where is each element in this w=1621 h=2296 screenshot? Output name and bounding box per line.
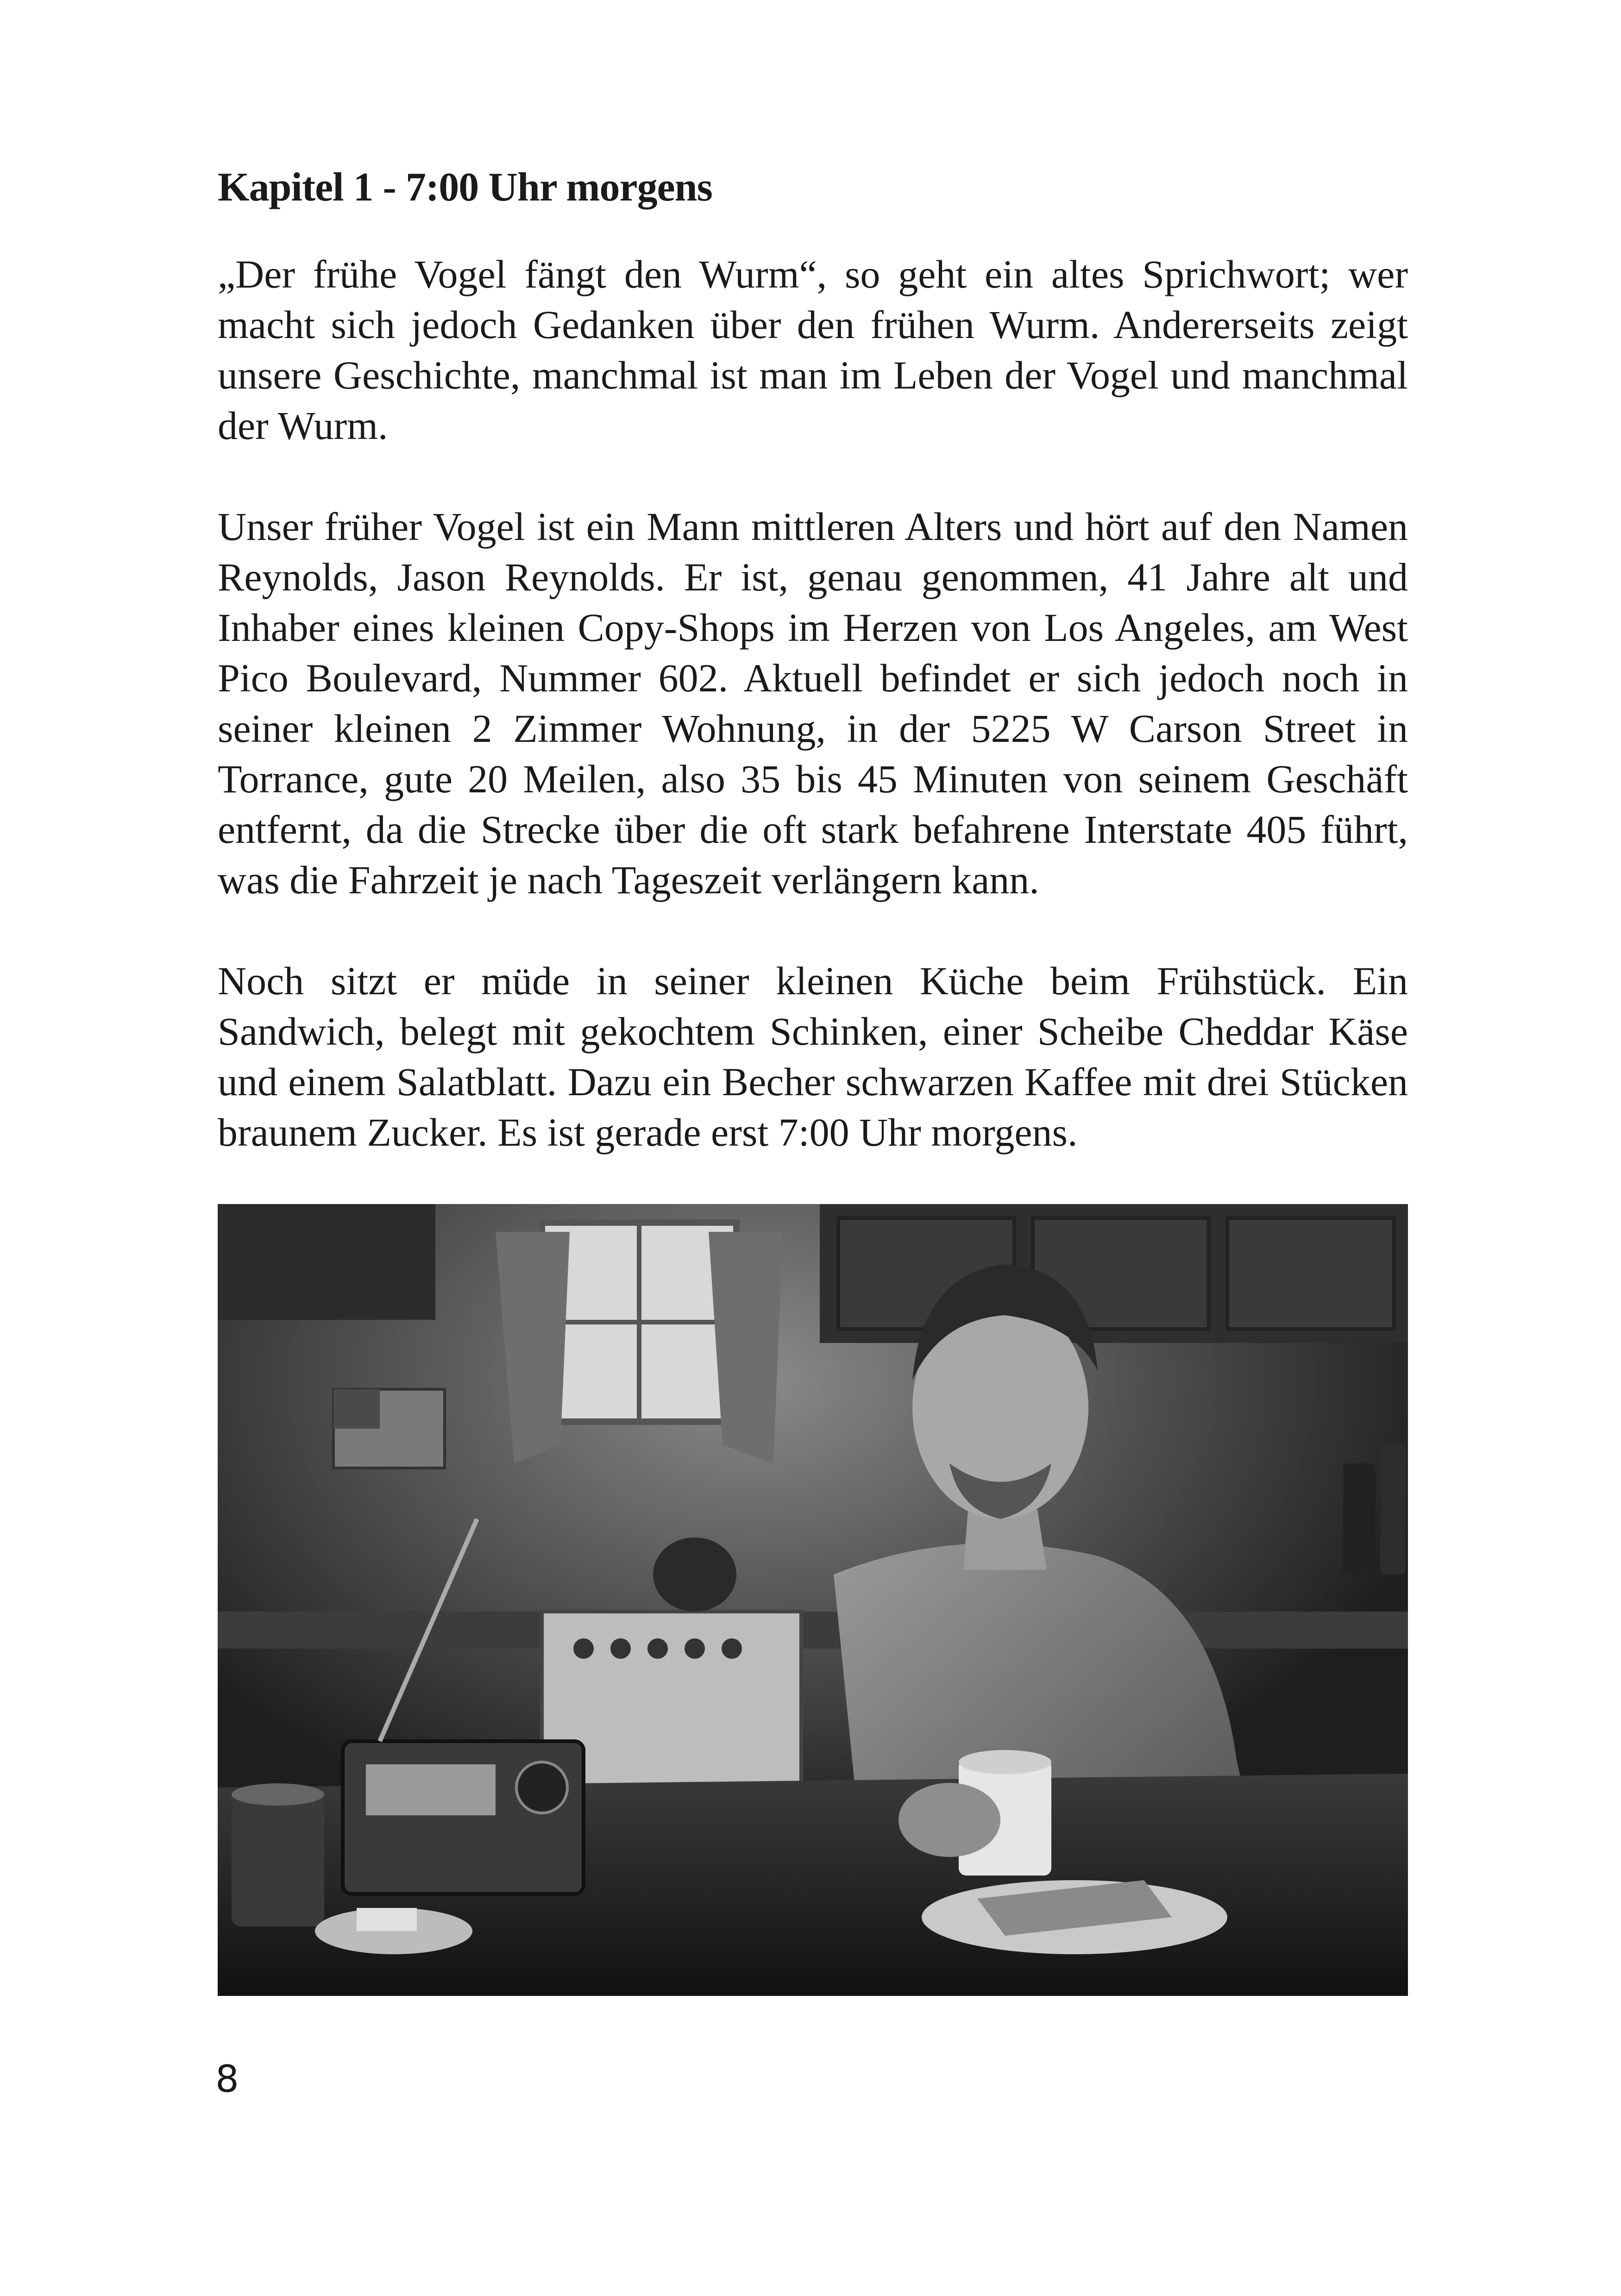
man-hand [898,1783,1000,1857]
jam-jar [232,1792,324,1926]
page-number: 8 [215,2058,239,2101]
kettle [653,1537,736,1612]
paragraph-1: „Der frühe Vogel fängt den Wurm“, so geht ein altes Sprichwort; wer macht sich jedoch Gedanken über den frühen Wurm. Andererseits zeigt unsere Geschichte, manchmal ist man im Leben der Vogel und manchmal der Wurm. [218,252,1408,448]
paragraph-3: Noch sitzt er müde in seiner kleinen Küche beim Frühstück. Ein Sandwich, belegt mit gekochtem Schinken, einer Scheibe Cheddar Käse und einem Salatblatt. Dazu ein Becher schwarzen Kaffee mit drei Stücken braunem Zucker. Es ist gerade erst 7:00 Uhr morgens. [218,959,1408,1154]
paragraph-2: Unser früher Vogel ist ein Mann mittleren Alters und hört auf den Namen Reynolds, Jason Reynolds. Er ist, genau genommen, 41 Jahre alt und Inhaber eines kleinen Copy-Shops im Herzen von Los Angeles, am West Pico Boulevard, Nummer 602. Aktuell befindet er sich jedoch noch in seiner kleinen 2 Zimmer Wohnung, in der 5225 W Carson Street in Torrance, gute 20 Meilen, also 35 bis 45 Minuten von seinem Geschäft entfernt, da die Strecke über die oft stark befahrene Interstate 405 führt, was die Fahrzeit je nach Tageszeit verlängern kann. [218,504,1408,902]
kitchen-breakfast-photo [218,1204,1408,1996]
bottle [1343,1463,1376,1575]
chapter-title: Kapitel 1 - 7:00 Uhr morgens [218,165,712,210]
upper-cabinet-left [218,1204,435,1320]
page-content [218,162,1408,1158]
kitchen-counter [218,1612,1408,1649]
